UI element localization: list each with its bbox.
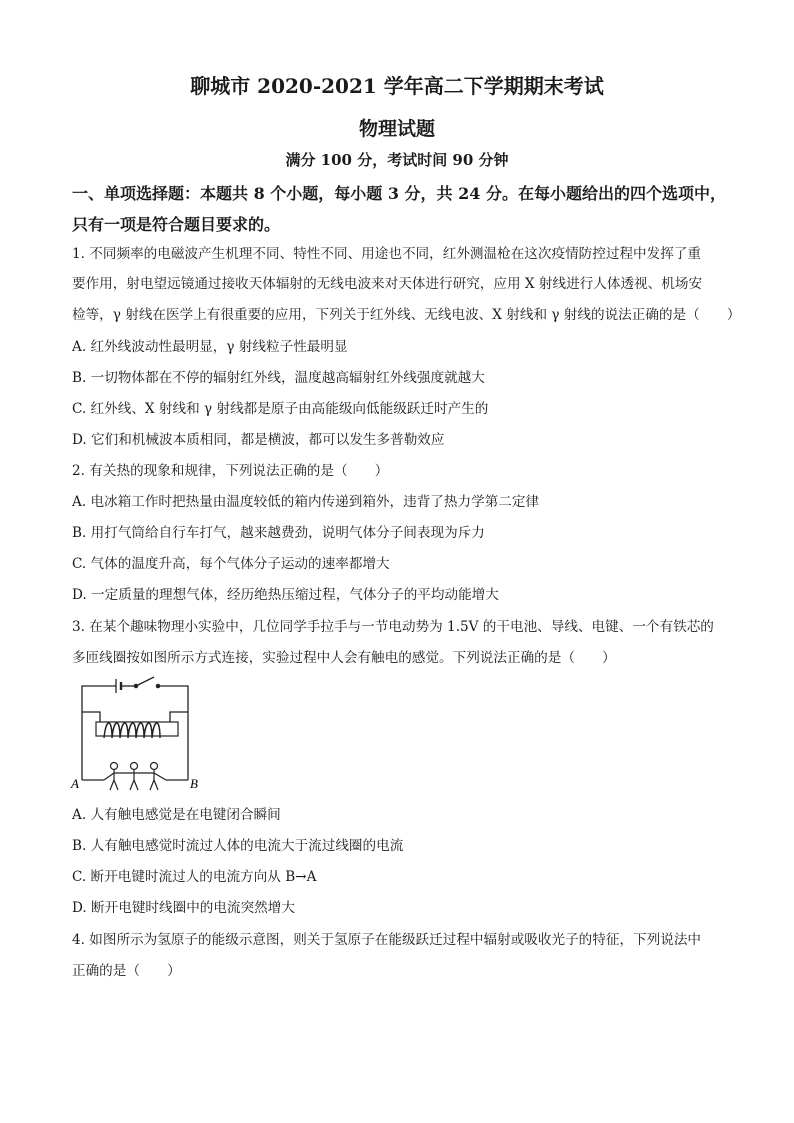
q1-option-b: B. 一切物体都在不停的辐射红外线，温度越高辐射红外线强度就越大 [72,370,485,386]
exam-title: 聊城市 2020-2021 学年高二下学期期末考试 [190,74,604,98]
q2-option-c: C. 气体的温度升高，每个气体分子运动的速率都增大 [72,556,390,572]
subject-title: 物理试题 [358,118,435,140]
q3-option-a: A. 人有触电感觉是在电键闭合瞬间 [72,807,281,823]
q1-stem-line1: 1. 不同频率的电磁波产生机理不同、特性不同、用途也不同，红外测温枪在这次疫情防控过程中发挥了重 [72,246,702,262]
q4-stem-line2: 正确的是（ ） [72,963,181,979]
exam-info: 满分 100 分，考试时间 90 分钟 [285,151,509,169]
point-b-label: B [190,776,198,791]
q3-stem-line2: 多匝线圈按如图所示方式连接，实验过程中人会有触电的感觉。下列说法正确的是（ ） [72,650,616,666]
circuit-diagram [70,672,200,794]
switch-lever [136,677,154,686]
q3-option-b: B. 人有触电感觉时流过人体的电流大于流过线圈的电流 [72,838,404,854]
q1-stem-line3: 检等，γ 射线在医学上有很重要的应用，下列关于红外线、无线电波、X 射线和 γ 射线的说法正确的是（ ） [72,307,741,323]
q2-option-b: B. 用打气筒给自行车打气，越来越费劲，说明气体分子间表现为斥力 [72,525,485,541]
q3-option-c: C. 断开电键时流过人的电流方向从 B→A [72,869,317,885]
coil-lead-left [82,712,100,722]
coil-lead-right [170,712,188,722]
section-heading: 一、单项选择题：本题共 8 个小题，每小题 3 分，共 24 分。在每小题给出的四个选项中，只有一项是符合题目要求的。 [72,184,726,234]
switch-pivot [134,684,137,687]
point-a-label: A [71,776,79,791]
q2-stem: 2. 有关热的现象和规律，下列说法正确的是（ ） [72,463,389,479]
q1-option-d: D. 它们和机械波本质相同，都是横波，都可以发生多普勒效应 [72,432,445,448]
q2-option-d: D. 一定质量的理想气体，经历绝热压缩过程，气体分子的平均动能增大 [72,587,499,603]
switch-contact [156,684,159,687]
q4-stem-line1: 4. 如图所示为氢原子的能级示意图，则关于氢原子在能级跃迁过程中辐射或吸收光子的特征，下列说法中 [72,932,702,948]
circuit-wire-right [158,686,188,780]
q3-option-d: D. 断开电键时线圈中的电流突然增大 [72,900,295,916]
q2-option-a: A. 电冰箱工作时把热量由温度较低的箱内传递到箱外，违背了热力学第二定律 [72,494,540,510]
q1-option-c: C. 红外线、X 射线和 γ 射线都是原子由高能级向低能级跃迁时产生的 [72,401,489,417]
q1-stem-line2: 要作用，射电望远镜通过接收天体辐射的无线电波来对天体进行研究，应用 X 射线进行人体透视、机场安 [72,276,703,292]
q3-stem-line1: 3. 在某个趣味物理小实验中，几位同学手拉手与一节电动势为 1.5V 的干电池、导线、电键、一个有铁芯的 [72,619,714,635]
q1-option-a: A. 红外线波动性最明显，γ 射线粒子性最明显 [72,339,348,355]
people-holding-hands [104,763,166,791]
